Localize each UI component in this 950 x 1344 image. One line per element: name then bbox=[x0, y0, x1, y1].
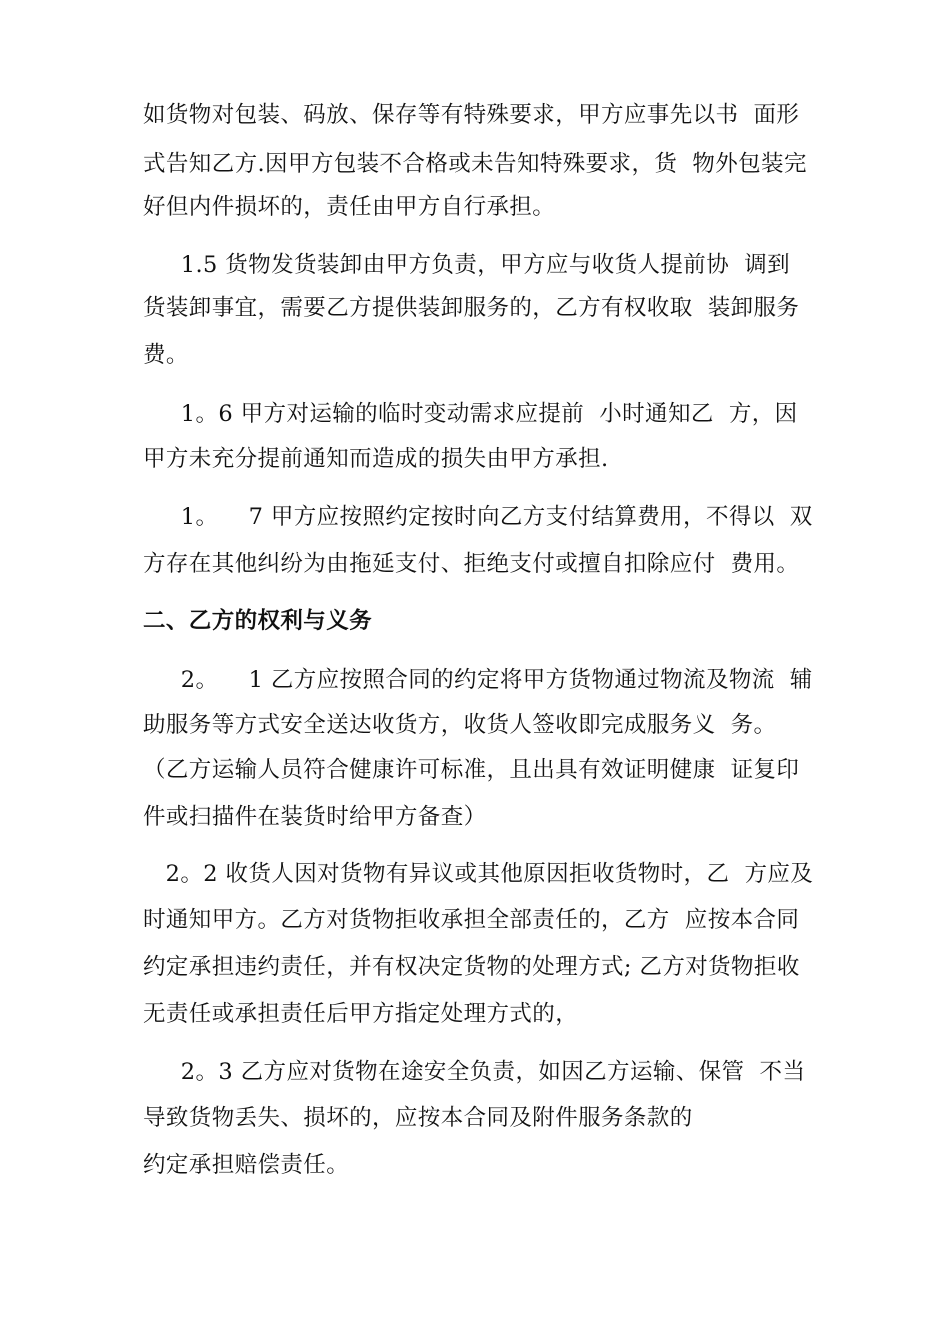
paragraph-line: 如货物对包装、码放、保存等有特殊要求，甲方应事先以书 面形 bbox=[143, 102, 800, 128]
clause-2-3-line: 导致货物丢失、损坏的，应按本合同及附件服务条款的 bbox=[143, 1105, 693, 1131]
clause-2-2-line: 约定承担违约责任，并有权决定货物的处理方式; 乙方对货物拒收 bbox=[143, 954, 800, 980]
paragraph-line: 式告知乙方.因甲方包装不合格或未告知特殊要求，货 物外包装完 bbox=[143, 151, 807, 177]
clause-2-3-line: 约定承担赔偿责任。 bbox=[143, 1152, 350, 1178]
clause-1-5-line: 1.5 货物发货装卸由甲方负责，甲方应与收货人提前协 调到 bbox=[143, 252, 791, 278]
clause-2-1-line: （乙方运输人员符合健康许可标准，且出具有效证明健康 证复印 bbox=[143, 757, 800, 783]
clause-1-7-line: 方存在其他纠纷为由拖延支付、拒绝支付或擅自扣除应付 费用。 bbox=[143, 551, 800, 577]
clause-2-3-line: 2。3 乙方应对货物在途安全负责，如因乙方运输、保管 不当 bbox=[143, 1059, 806, 1085]
clause-1-6-line: 1。6 甲方对运输的临时变动需求应提前 小时通知乙 方，因 bbox=[143, 401, 798, 427]
clause-1-6-line: 甲方未充分提前通知而造成的损失由甲方承担. bbox=[143, 446, 609, 472]
paragraph-line: 好但内件损坏的，责任由甲方自行承担。 bbox=[143, 194, 556, 220]
clause-2-2-line: 2。2 收货人因对货物有异议或其他原因拒收货物时，乙 方应及 bbox=[143, 861, 814, 887]
clause-2-1-line: 2。 1 乙方应按照合同的约定将甲方货物通过物流及物流 辅 bbox=[143, 667, 813, 693]
section-heading: 二、乙方的权利与义务 bbox=[143, 608, 373, 634]
clause-2-2-line: 无责任或承担责任后甲方指定处理方式的， bbox=[143, 1001, 579, 1027]
clause-2-2-line: 时通知甲方。乙方对货物拒收承担全部责任的，乙方 应按本合同 bbox=[143, 907, 800, 933]
clause-1-5-line: 费。 bbox=[143, 342, 189, 368]
clause-1-5-line: 货装卸事宜，需要乙方提供装卸服务的，乙方有权收取 装卸服务 bbox=[143, 295, 800, 321]
clause-2-1-line: 件或扫描件在装货时给甲方备查） bbox=[143, 804, 487, 830]
clause-2-1-line: 助服务等方式安全送达收货方，收货人签收即完成服务义 务。 bbox=[143, 712, 777, 738]
clause-1-7-line: 1。 7 甲方应按照约定按时向乙方支付结算费用，不得以 双 bbox=[143, 504, 813, 530]
